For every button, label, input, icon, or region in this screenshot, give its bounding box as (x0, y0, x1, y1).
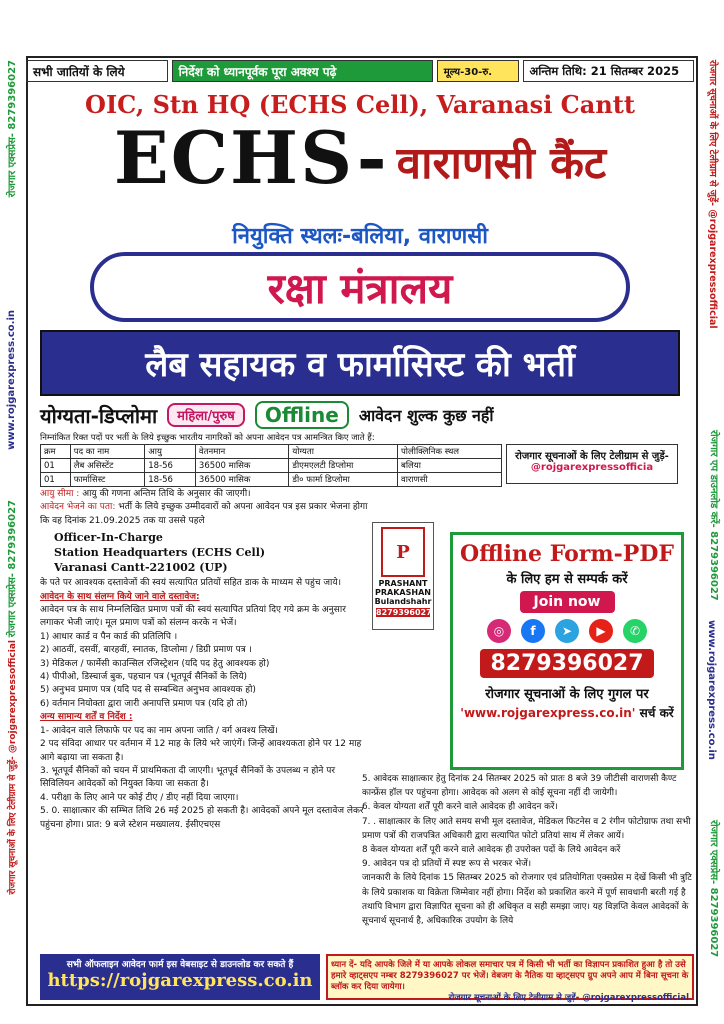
instagram-icon[interactable]: ◎ (487, 619, 511, 643)
table-row (41, 459, 502, 473)
term-item: 4. परीक्षा के लिए आने पर कोई टीए / डीए नहीं दिया जाएगा। (40, 792, 239, 803)
publisher-name: PRASHANT (378, 579, 428, 588)
table-row (41, 473, 502, 487)
address-line: Station Headquarters (ECHS Cell) (54, 546, 266, 560)
price-badge: मूल्य-30-रु. (437, 60, 519, 82)
publisher-name-2: PRAKASHAN (375, 588, 431, 597)
youtube-icon[interactable]: ▶ (589, 619, 613, 643)
table-cell: 01 (41, 473, 71, 487)
publisher-badge (372, 522, 434, 630)
table-cell: 36500 मासिक (195, 459, 288, 473)
table-cell: लैब असिस्टेंट (70, 459, 145, 473)
doc-item: 2) आठवीं, दसवीं, बारहवीं, स्नातक, डिप्लोमा / डिग्री प्रमाण पत्र । (40, 645, 252, 656)
address-line: Officer-In-Charge (54, 531, 163, 545)
footer-notice (326, 954, 694, 1003)
footer-telegram-tag[interactable]: रोजगार सूचनाओं के लिए टेलीग्राम से जुड़ें- @rojgarexpressofficial (448, 993, 689, 1003)
whatsapp-icon[interactable]: ✆ (623, 619, 647, 643)
qualification-label: योग्यता-डिप्लोमा (40, 403, 158, 428)
apply-text: भर्ती के लिये इच्छुक उम्मीदवारों को अपना आवेदन पत्र इस प्रकार भेजना होगा कि वह दिनांक 21.09.2025 तक या उससे पहले (40, 502, 368, 526)
join-now-button[interactable]: Join now (520, 591, 615, 613)
documents-title: आवेदन के साथ संलग्न किये जाने वाले दस्तावेज: (40, 591, 200, 602)
publisher-phone: 8279396027 (376, 608, 432, 617)
top-bar (26, 56, 698, 86)
address-line: Varanasi Cantt-221002 (UP) (54, 561, 228, 575)
gender-badge: महिला/पुरुष (167, 403, 245, 427)
footer-notice-text: ध्यान दें- यदि आपके जिले में या आपके लोकल समाचार पत्र में किसी भी भर्ती का विज्ञापन प्रकाशित हुआ है तो उसे हमारे व्हाट्सएप नम्बर 8279396027 पर भेजें। वेबजग के नैतिक या व्हाट्सएप ग्रुप अपने आप में बिना सूचना के ब्लॉक कर दिया जायेगा। (331, 960, 689, 992)
doc-item: 1) आधार कार्ड व पैन कार्ड की प्रतिलिपि । (40, 631, 178, 642)
doc-item: 6) वर्तमान नियोक्ता द्वारा जारी अनापत्ति प्रमाण पत्र (यदि हो तो) (40, 698, 248, 709)
term-item: 2 पद संविदा आधार पर वर्तमान में 12 माह के लिये भरे जाएंगें। जिन्हें आवश्यकता होने पर 12 माह आगे बढ़ाया जा सकता है। (40, 739, 362, 763)
posting-location: नियुक्ति स्थलः-बलिया, वाराणसी (232, 224, 488, 249)
side-strip-right-top: रोजगार सूचनाओं के लिए टेलीग्राम से जुड़ें- @rojgarexpressofficial (707, 60, 718, 329)
table-cell: 18-56 (145, 459, 196, 473)
side-strip-left-top: रोजगार एक्सप्रेस- 8279396027 (7, 60, 18, 198)
side-strip-left-bottom: रोजगार सूचनाओं के लिए टेलीग्राम से जुड़ें- @rojgarexpressofficial (8, 640, 18, 895)
age-label: आयु सीमा : (40, 489, 80, 499)
right-point: 7. . साक्षात्कार के लिए आते समय सभी मूल दस्तावेज, मेडिकल फिटनेस व 2 रंगीन फोटोग्राफ तथा सभी प्रमाण पत्रों की राजपत्रित अधिकारी द्वारा सत्यापित फोटो प्रतियां साथ में लेकर आयें। (362, 816, 691, 841)
vacancy-table (40, 444, 502, 487)
ministry-banner: रक्षा मंत्रालय (90, 252, 630, 322)
ad-url[interactable] (453, 704, 681, 721)
table-header: क्रम (41, 445, 71, 459)
all-castes-label: सभी जातियों के लिये (26, 60, 168, 82)
echs-heading: ECHS- (113, 115, 389, 200)
right-column (362, 772, 694, 928)
deadline-label: अन्तिम तिथि: 21 सितम्बर 2025 (523, 60, 694, 82)
table-cell: फार्मासिस्ट (70, 473, 145, 487)
doc-item: 4) पीपीओ, डिस्चार्ज बुक, पहचान पत्र (भूतपूर्व सैनिकों के लिये) (40, 672, 248, 683)
right-point: 9. आवेदन पत्र दो प्रतियों में स्पष्ट रूप से भरकर भेजें। (362, 859, 532, 870)
footer-download-banner[interactable] (40, 954, 320, 1000)
telegram-text: रोजगार सूचनाओं के लिए टेलीग्राम से जुड़ें- (515, 451, 669, 462)
term-item: 3. भूतपूर्व सैनिकों को चयन में प्राथमिकता दी जाएगी। भूतपूर्व सैनिकों के उपलब्ध न होने पर सिविलियन आवेदकों को नियुक्त किया जा सकता है। (40, 765, 336, 790)
fee-label: आवेदन शुल्क कुछ नहीं (358, 406, 494, 425)
telegram-handle[interactable]: @rojgarexpressofficia (530, 462, 654, 473)
ad-google-text: रोजगार सूचनाओं के लिए गुगल पर (485, 687, 649, 702)
age-text: आयु की गणना अन्तिम तिथि के अनुसार की जाएगी। (82, 489, 251, 499)
disclaimer-note: जानकारी के लिये दिनांक 15 सितम्बर 2025 को रोजगार एवं प्रतियोगिता एक्सप्रेस म देखें किसी भी त्रुटि के लिये प्रकाशक या विक्रेता जिम्मेवार नहीं होगा। निर्देश को प्रकाशित करने में पूर्ण सावधानी बरती गई है तथापि विभाग द्वारा विज्ञापित सूचना को ही अधिकृत व सही समझा जाए। यह विज्ञप्ति केवल आवेदकों के सूचनार्थ सूचनार्थ है, अधिकारिक उपयोग के लिये (362, 873, 692, 927)
side-strip-right-url[interactable]: www.rojgarexpress.co.in (706, 620, 717, 760)
publisher-logo-icon: P (381, 527, 425, 577)
instruction-banner: निर्देश को ध्यानपूर्वक पूरा अवश्य पढ़े (172, 60, 433, 82)
left-column (40, 488, 370, 832)
telegram-icon[interactable]: ➤ (555, 619, 579, 643)
table-cell: बलिया (397, 459, 501, 473)
main-title (40, 115, 680, 200)
ad-search-text: सर्च करें (639, 706, 674, 720)
side-strip-right-mid: रोजगार एप डाउनलोड करें- 8279396027 (708, 430, 719, 601)
org-title: OIC, Stn HQ (ECHS Cell), Varanasi Cantt (85, 90, 635, 119)
right-point: 8 केवल योग्यता शर्तें पूरी करने वाले आवेदक ही उपरोक्त पदों के लिये आवेदन करें (362, 845, 621, 856)
table-header-row (41, 445, 502, 459)
apply-label: आवेदन भेजने का पता: (40, 502, 116, 513)
table-cell: डी० फार्मा डिप्लोमा (289, 473, 398, 487)
offline-badge: Offline (255, 401, 349, 429)
ad-phone[interactable]: 8279396027 (480, 649, 653, 678)
telegram-box[interactable] (506, 444, 678, 484)
side-strip-left-url[interactable]: www.rojgarexpress.co.in (6, 310, 17, 450)
facebook-icon[interactable]: f (521, 619, 545, 643)
table-cell: 18-56 (145, 473, 196, 487)
table-cell: वाराणसी (397, 473, 501, 487)
publisher-city: Bulandshahr (374, 597, 432, 606)
term-item: 5. 0. साक्षात्कार की सम्भित तिथि 26 मई 2025 हो सकती है। आवेदकों अपने मूल दस्तावेज लेकर पहुंचना होगा। प्रात: 9 बजे स्टेशन मख्यालय. ईसीएचएस (40, 806, 364, 830)
posts-banner: लैब सहायक व फार्मासिस्ट की भर्ती (40, 330, 680, 396)
ad-subtitle: के लिए हम से सम्पर्क करें (506, 572, 628, 587)
ad-url-link[interactable]: 'www.rojgarexpress.co.in' (460, 706, 636, 720)
eligibility-row (40, 400, 680, 430)
table-header: वेतनमान (195, 445, 288, 459)
intro-text: निम्नांकित रिक्त पदों पर भर्ती के लिये इच्छुक भारतीय नागरिकों को अपना आवेदन पत्र आमन्त्रित किए जाते हैं: (40, 433, 375, 443)
terms-title: अन्य सामान्य शर्तें व निर्देश : (40, 712, 133, 723)
social-icons (453, 619, 681, 643)
doc-item: 5) अनुभव प्रमाण पत्र (यदि पद से सम्बन्धित अनुभव आवश्यक हो) (40, 685, 256, 696)
table-cell: डीएमएलटी डिप्लोमा (289, 459, 398, 473)
table-cell: 01 (41, 459, 71, 473)
ad-title: Offline Form-PDF (459, 541, 675, 567)
table-header: पोलीक्लिनिक स्थल (397, 445, 501, 459)
table-header: पद का नाम (70, 445, 145, 459)
offline-form-ad (450, 532, 684, 770)
side-strip-left-mid: रोजगार एक्सप्रेस- 8279396027 (7, 500, 18, 638)
table-cell: 36500 मासिक (195, 473, 288, 487)
table-header: आयु (145, 445, 196, 459)
term-item: 1- आवेदन वाले लिफाफे पर पद का नाम अपना जाति / वर्ग अवश्य लिखें। (40, 725, 278, 736)
documents-intro: आवेदन पत्र के साथ निम्नलिखित प्रमाण पत्रों की स्वयं सत्यापित प्रतियां दिए गये क्रम के अनुसार लगाकर भेजी जाएं। मूल प्रमाण पत्रों को संलग्न करके न भेजें। (40, 605, 346, 629)
varanasi-heading: वाराणसी कैंट (396, 138, 607, 189)
table-header: योग्यता (289, 445, 398, 459)
doc-item: 3) मेडिकल / फार्मेसी काउन्सिल रजिस्ट्रेशन (यदि पद हेतु आवश्यक हो) (40, 658, 270, 669)
address-block (54, 530, 370, 575)
footer-download-text: सभी ऑफलाइन आवेदन फार्म इस वेबसाइट से डाउनलोड कर सकते हैं (66, 960, 294, 970)
right-point: 5. आवेदक साक्षात्कार हेतु दिनांक 24 सितम्बर 2025 को प्रातः 8 बजे 39 जीटीसी वाराणसी कैण्ट कान्फ्रेंस हॉल पर पहुंचना होगा। आवेदक को अलग से कोई सूचना नहीं दी जायेगी। (362, 774, 677, 799)
side-strip-right-bottom: रोजगार एक्सप्रेस- 8279396027 (708, 820, 719, 958)
address-after: के पते पर आवश्यक दस्तावेजों की स्वयं सत्यापित प्रतियों सहित डाक के माध्यम से पहुंच जाये। (40, 578, 342, 589)
right-point: 6. केवल योग्यता शर्तें पूरी करने वाले आवेदक ही आवेदन करें। (362, 802, 558, 813)
footer-url[interactable]: https://rojgarexpress.co.in (47, 970, 313, 991)
